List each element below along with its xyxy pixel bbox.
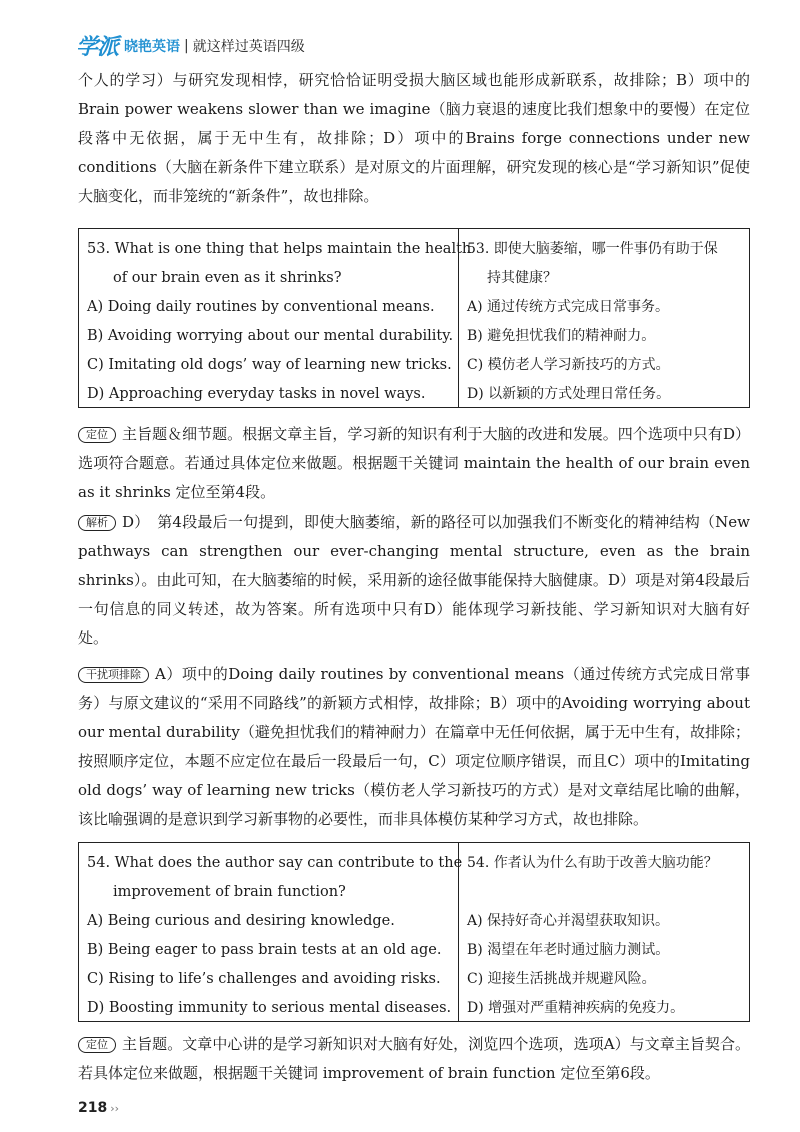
q53-explain-paragraph: [78, 508, 750, 653]
question-54-chinese: [459, 843, 749, 1021]
q54-zh-option-b: B) 渴望在年老时通过脑力测试。: [467, 942, 670, 958]
locate-tag: 定位: [78, 1037, 116, 1053]
q54-zh-option-a: A) 保持好奇心并渴望获取知识。: [467, 913, 670, 929]
q53-zh-question-line2: 持其健康？: [487, 270, 557, 286]
q53-zh-option-c: C) 模仿老人学习新技巧的方式。: [467, 357, 670, 373]
question-54-box: [78, 842, 750, 1022]
q54-option-a: A) Being curious and desiring knowledge.: [87, 913, 395, 929]
q54-option-c: C) Rising to life’s challenges and avoiding risks.: [87, 971, 441, 987]
brand-name: 晓艳英语: [124, 38, 181, 55]
q53-option-c: C) Imitating old dogs’ way of learning new tricks.: [87, 357, 452, 373]
q54-zh-option-c: C) 迎接生活挑战并规避风险。: [467, 971, 656, 987]
q54-locate-text: 主旨题。文章中心讲的是学习新知识对大脑有好处，浏览四个选项，选项A）与文章主旨契合。若具体定位来做题，根据题干关键词 improvement of brain function 定位至第6段。: [78, 1035, 750, 1082]
question-53-box: [78, 228, 750, 408]
q53-locate-paragraph: [78, 420, 750, 507]
q53-option-b: B) Avoiding worrying about our mental durability.: [87, 328, 454, 344]
q53-zh-option-b: B) 避免担忧我们的精神耐力。: [467, 328, 656, 344]
locate-tag: 定位: [78, 427, 116, 443]
header-separator: |: [184, 37, 189, 54]
q54-zh-question-line1: 54. 作者认为什么有助于改善大脑功能？: [467, 855, 718, 871]
q53-distractor-paragraph: [78, 660, 750, 834]
q54-question-line1: 54. What does the author say can contribute to the: [87, 855, 463, 871]
q54-zh-blank-line: [467, 878, 741, 907]
q53-explain-text: D） 第4段最后一句提到，即使大脑萎缩，新的路径可以加强我们不断变化的精神结构（New pathways can strengthen our ever-changing mental structure, even as the brain shrinks）。由此可知，在大脑萎缩的时候，采用新的途径做事能保持大脑健康。D）项是对第4段最后一句信息的同义转述，故为答案。所有选项中只有D）能体现学习新技能、学习新知识对大脑有好处。: [78, 513, 750, 647]
brand-logo: 学派: [76, 35, 119, 60]
q53-locate-text: 主旨题＆细节题。根据文章主旨，学习新的知识有利于大脑的改进和发展。四个选项中只有D）选项符合题意。若通过具体定位来做题。根据题干关键词 maintain the health of our brain even as it shrinks 定位至第4段。: [78, 425, 750, 501]
explain-tag: 解析: [78, 515, 116, 531]
distractor-tag: 干扰项排除: [78, 667, 149, 683]
q54-zh-option-d: D) 增强对严重精神疾病的免疫力。: [467, 1000, 685, 1016]
intro-paragraph: 个人的学习）与研究发现相悖，研究恰恰证明受损大脑区域也能形成新联系，故排除；B）项中的Brain power weakens slower than we imagine（脑力衰退的速度比我们想象中的要慢）在定位段落中无依据，属于无中生有，故排除；D）项中的Brains forge connections under new conditions（大脑在新条件下建立联系）是对原文的片面理解，研究发现的核心是“学习新知识”促使大脑变化，而非笼统的“新条件”，故也排除。: [78, 71, 750, 205]
q53-option-a: A) Doing daily routines by conventional means.: [87, 299, 435, 315]
q53-zh-option-a: A) 通过传统方式完成日常事务。: [467, 299, 670, 315]
q53-question-line2: of our brain even as it shrinks?: [113, 270, 342, 286]
question-53-english: [79, 229, 472, 407]
chevron-right-icon: ››: [110, 1102, 120, 1115]
q54-question-line2: improvement of brain function?: [113, 884, 346, 900]
q53-distractor-text: A）项中的Doing daily routines by conventional means（通过传统方式完成日常事务）与原文建议的“采用不同路线”的新颖方式相悖，故排除；B）项中的Avoiding worrying about our mental durability（避免担忧我们的精神耐力）在篇章中无任何依据，属于无中生有，故排除；按照顺序定位，本题不应定位在最后一段最后一句，C）项定位顺序错误，而且C）项中的Imitating old dogs’ way of learning new tricks（模仿老人学习新技巧的方式）是对文章结尾比喻的曲解，该比喻强调的是意识到学习新事物的必要性，而非具体模仿某种学习方式，故也排除。: [78, 665, 750, 828]
q53-option-d: D) Approaching everyday tasks in novel ways.: [87, 386, 426, 402]
question-53-chinese: [459, 229, 749, 407]
series-title: 就这样过英语四级: [192, 38, 305, 55]
q54-option-b: B) Being eager to pass brain tests at an old age.: [87, 942, 442, 958]
page-header: [76, 30, 305, 61]
q53-zh-question-line1: 53. 即使大脑萎缩，哪一件事仍有助于保: [467, 241, 718, 257]
q53-zh-option-d: D) 以新颖的方式处理日常任务。: [467, 386, 671, 402]
q54-locate-paragraph: [78, 1030, 750, 1088]
question-54-english: [79, 843, 463, 1021]
q53-question-line1: 53. What is one thing that helps maintain the health: [87, 241, 472, 257]
q54-option-d: D) Boosting immunity to serious mental diseases.: [87, 1000, 452, 1016]
page-footer: [78, 1100, 119, 1116]
page-number: 218: [78, 1100, 108, 1116]
